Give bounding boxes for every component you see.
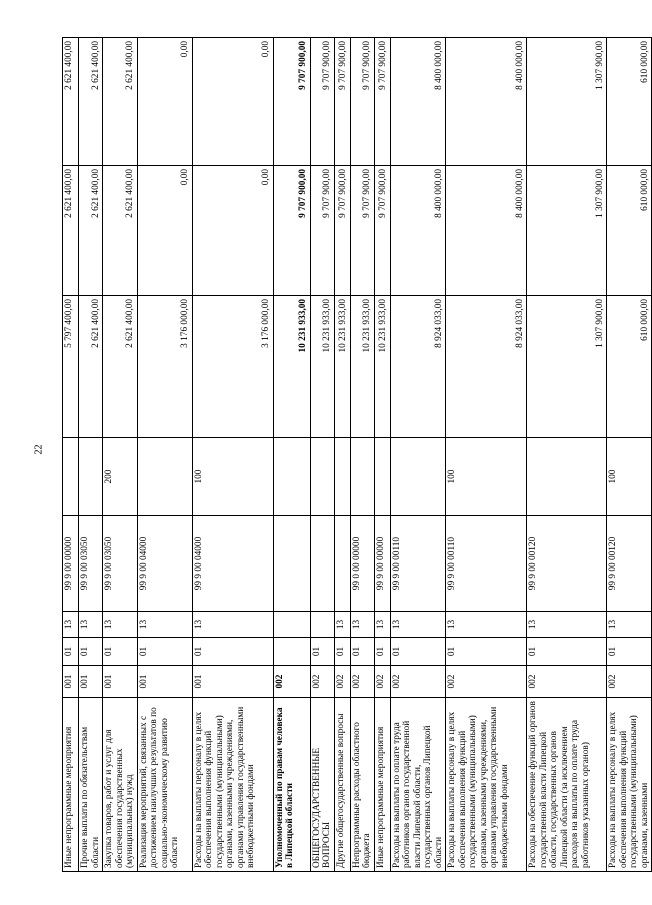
cell-csr: 99 9 00 04000: [192, 516, 273, 612]
table-row: [607, 38, 652, 872]
budget-table: [62, 37, 652, 872]
cell-s2: 9 707 900,00: [374, 166, 390, 296]
cell-rz: 01: [374, 638, 390, 666]
table-row: [273, 38, 310, 872]
cell-s2: 9 707 900,00: [350, 166, 374, 296]
cell-s1: 8 924 033,00: [390, 296, 446, 438]
cell-rz: 01: [310, 638, 334, 666]
cell-rz: 01: [63, 638, 79, 666]
cell-vr: [137, 438, 192, 516]
table-row: [310, 38, 334, 872]
cell-vr: [527, 438, 607, 516]
cell-s1: 3 176 000,00: [137, 296, 192, 438]
cell-s3: 8 400 000,00: [446, 38, 527, 166]
cell-s3: 2 621 400,00: [79, 38, 103, 166]
cell-vr: 100: [192, 438, 273, 516]
cell-s2: 9 707 900,00: [334, 166, 350, 296]
table-row: [334, 38, 350, 872]
cell-s3: 9 707 900,00: [374, 38, 390, 166]
table-row: [374, 38, 390, 872]
cell-vr: 100: [607, 438, 652, 516]
cell-name: Уполномоченный по правам человека в Липецкой области: [273, 698, 310, 872]
cell-vr: [374, 438, 390, 516]
cell-csr: 99 0 00 00000: [350, 516, 374, 612]
cell-s2: 9 707 900,00: [273, 166, 310, 296]
cell-name: Иные непрограммные мероприятия: [63, 698, 79, 872]
cell-rz: 01: [390, 638, 446, 666]
cell-s3: 0,00: [192, 38, 273, 166]
cell-vr: 100: [446, 438, 527, 516]
cell-name: Расходы на обеспечение функций органов государственной власти Липецкой области, государственных органов Липецкой области (за исключением расходов на выплаты по оплате труда работников указанных органов): [527, 698, 607, 872]
cell-csr: 99 9 00 00120: [527, 516, 607, 612]
cell-name: Другие общегосударственные вопросы: [334, 698, 350, 872]
cell-ved: 002: [527, 666, 607, 698]
cell-ved: 001: [79, 666, 103, 698]
cell-ved: 002: [350, 666, 374, 698]
table-row: [192, 38, 273, 872]
cell-csr: 99 9 00 00000: [374, 516, 390, 612]
cell-pr: 13: [446, 612, 527, 638]
cell-ved: 002: [607, 666, 652, 698]
cell-vr: [390, 438, 446, 516]
cell-s1: 1 307 900,00: [527, 296, 607, 438]
cell-name: Непрограммные расходы областного бюджета: [350, 698, 374, 872]
cell-s2: 0,00: [192, 166, 273, 296]
table-row: [527, 38, 607, 872]
table-row: [137, 38, 192, 872]
cell-name: Прочие выплаты по обязательствам области: [79, 698, 103, 872]
cell-s2: 8 400 000,00: [390, 166, 446, 296]
cell-s1: 10 231 933,00: [334, 296, 350, 438]
cell-s1: 10 231 933,00: [310, 296, 334, 438]
cell-s3: 8 400 000,00: [390, 38, 446, 166]
cell-s3: 2 621 400,00: [63, 38, 79, 166]
cell-pr: 13: [192, 612, 273, 638]
cell-s2: 2 621 400,00: [63, 166, 79, 296]
table-row: [79, 38, 103, 872]
cell-s1: 5 797 400,00: [63, 296, 79, 438]
cell-s2: 2 621 400,00: [79, 166, 103, 296]
cell-s1: 3 176 000,00: [192, 296, 273, 438]
cell-ved: 002: [334, 666, 350, 698]
cell-pr: 13: [350, 612, 374, 638]
cell-ved: 001: [103, 666, 138, 698]
cell-s2: 0,00: [137, 166, 192, 296]
cell-s3: 9 707 900,00: [273, 38, 310, 166]
cell-s1: 10 231 933,00: [273, 296, 310, 438]
cell-rz: 01: [103, 638, 138, 666]
table-row: [446, 38, 527, 872]
table-row: [350, 38, 374, 872]
cell-ved: 002: [446, 666, 527, 698]
cell-ved: 001: [137, 666, 192, 698]
table-row: [390, 38, 446, 872]
cell-csr: 99 9 00 03050: [103, 516, 138, 612]
cell-csr: 99 9 00 00000: [63, 516, 79, 612]
cell-pr: [273, 612, 310, 638]
cell-ved: 001: [63, 666, 79, 698]
cell-rz: 01: [446, 638, 527, 666]
cell-csr: 99 9 00 00110: [446, 516, 527, 612]
cell-csr: [310, 516, 334, 612]
cell-pr: 13: [63, 612, 79, 638]
cell-vr: 200: [103, 438, 138, 516]
cell-pr: 13: [103, 612, 138, 638]
cell-s1: 10 231 933,00: [374, 296, 390, 438]
cell-ved: 002: [273, 666, 310, 698]
cell-rz: [273, 638, 310, 666]
cell-ved: 001: [192, 666, 273, 698]
cell-name: Расходы на выплаты персоналу в целях обеспечения выполнения функций государственными (муниципальными) органами, казенными учреждениями, органами управления государственными внебюджетными фондами: [192, 698, 273, 872]
cell-name: Расходы на выплаты персоналу в целях обеспечения выполнения функций государственными (муниципальными) органами, казенными учреждениями, органами управления государственными внебюджетными фондами: [446, 698, 527, 872]
cell-name: Закупка товаров, работ и услуг для обеспечения государственных (муниципальных) нужд: [103, 698, 138, 872]
cell-vr: [79, 438, 103, 516]
cell-s1: 610 000,00: [607, 296, 652, 438]
cell-s2: 8 400 000,00: [446, 166, 527, 296]
cell-pr: 13: [607, 612, 652, 638]
cell-rz: 01: [527, 638, 607, 666]
cell-s3: 9 707 900,00: [334, 38, 350, 166]
cell-rz: 01: [607, 638, 652, 666]
cell-s1: 2 621 400,00: [79, 296, 103, 438]
cell-s1: 10 231 933,00: [350, 296, 374, 438]
cell-s3: 610 000,00: [607, 38, 652, 166]
cell-pr: 13: [334, 612, 350, 638]
cell-name: Реализация мероприятий, связанных с достижением наилучших результатов по социально-экономическому развитию области: [137, 698, 192, 872]
cell-pr: 13: [374, 612, 390, 638]
cell-vr: [350, 438, 374, 516]
table-row: [63, 38, 79, 872]
cell-pr: 13: [390, 612, 446, 638]
cell-csr: 99 9 00 03050: [79, 516, 103, 612]
cell-ved: 002: [310, 666, 334, 698]
cell-rz: 01: [350, 638, 374, 666]
cell-csr: 99 9 00 00120: [607, 516, 652, 612]
cell-s1: 8 924 033,00: [446, 296, 527, 438]
page-number: 22: [33, 444, 45, 455]
cell-s2: 2 621 400,00: [103, 166, 138, 296]
cell-vr: [273, 438, 310, 516]
table-row: [103, 38, 138, 872]
cell-name: ОБЩЕГОСУДАРСТВЕННЫЕ ВОПРОСЫ: [310, 698, 334, 872]
cell-pr: 13: [79, 612, 103, 638]
cell-pr: 13: [527, 612, 607, 638]
cell-name: Расходы на выплаты персоналу в целях обеспечения выполнения функций государственными (муниципальными) органами, казенными: [607, 698, 652, 872]
cell-pr: 13: [137, 612, 192, 638]
cell-rz: 01: [192, 638, 273, 666]
cell-name: Иные непрограммные мероприятия: [374, 698, 390, 872]
cell-csr: [273, 516, 310, 612]
cell-rz: 01: [334, 638, 350, 666]
cell-rz: 01: [79, 638, 103, 666]
budget-table-container: [62, 38, 650, 872]
cell-s2: 1 307 900,00: [527, 166, 607, 296]
cell-s3: 9 707 900,00: [310, 38, 334, 166]
cell-s3: 0,00: [137, 38, 192, 166]
cell-s2: 9 707 900,00: [310, 166, 334, 296]
cell-s3: 9 707 900,00: [350, 38, 374, 166]
cell-vr: [334, 438, 350, 516]
cell-s2: 610 000,00: [607, 166, 652, 296]
cell-rz: 01: [137, 638, 192, 666]
cell-s1: 2 621 400,00: [103, 296, 138, 438]
cell-s3: 2 621 400,00: [103, 38, 138, 166]
cell-name: Расходы на выплаты по оплате труда работников органов государственной власти Липецкой области, государственных органов Липецкой области: [390, 698, 446, 872]
cell-csr: 99 9 00 04000: [137, 516, 192, 612]
cell-ved: 002: [374, 666, 390, 698]
cell-csr: 99 9 00 00110: [390, 516, 446, 612]
cell-ved: 002: [390, 666, 446, 698]
cell-csr: [334, 516, 350, 612]
cell-vr: [63, 438, 79, 516]
cell-s3: 1 307 900,00: [527, 38, 607, 166]
cell-pr: [310, 612, 334, 638]
cell-vr: [310, 438, 334, 516]
